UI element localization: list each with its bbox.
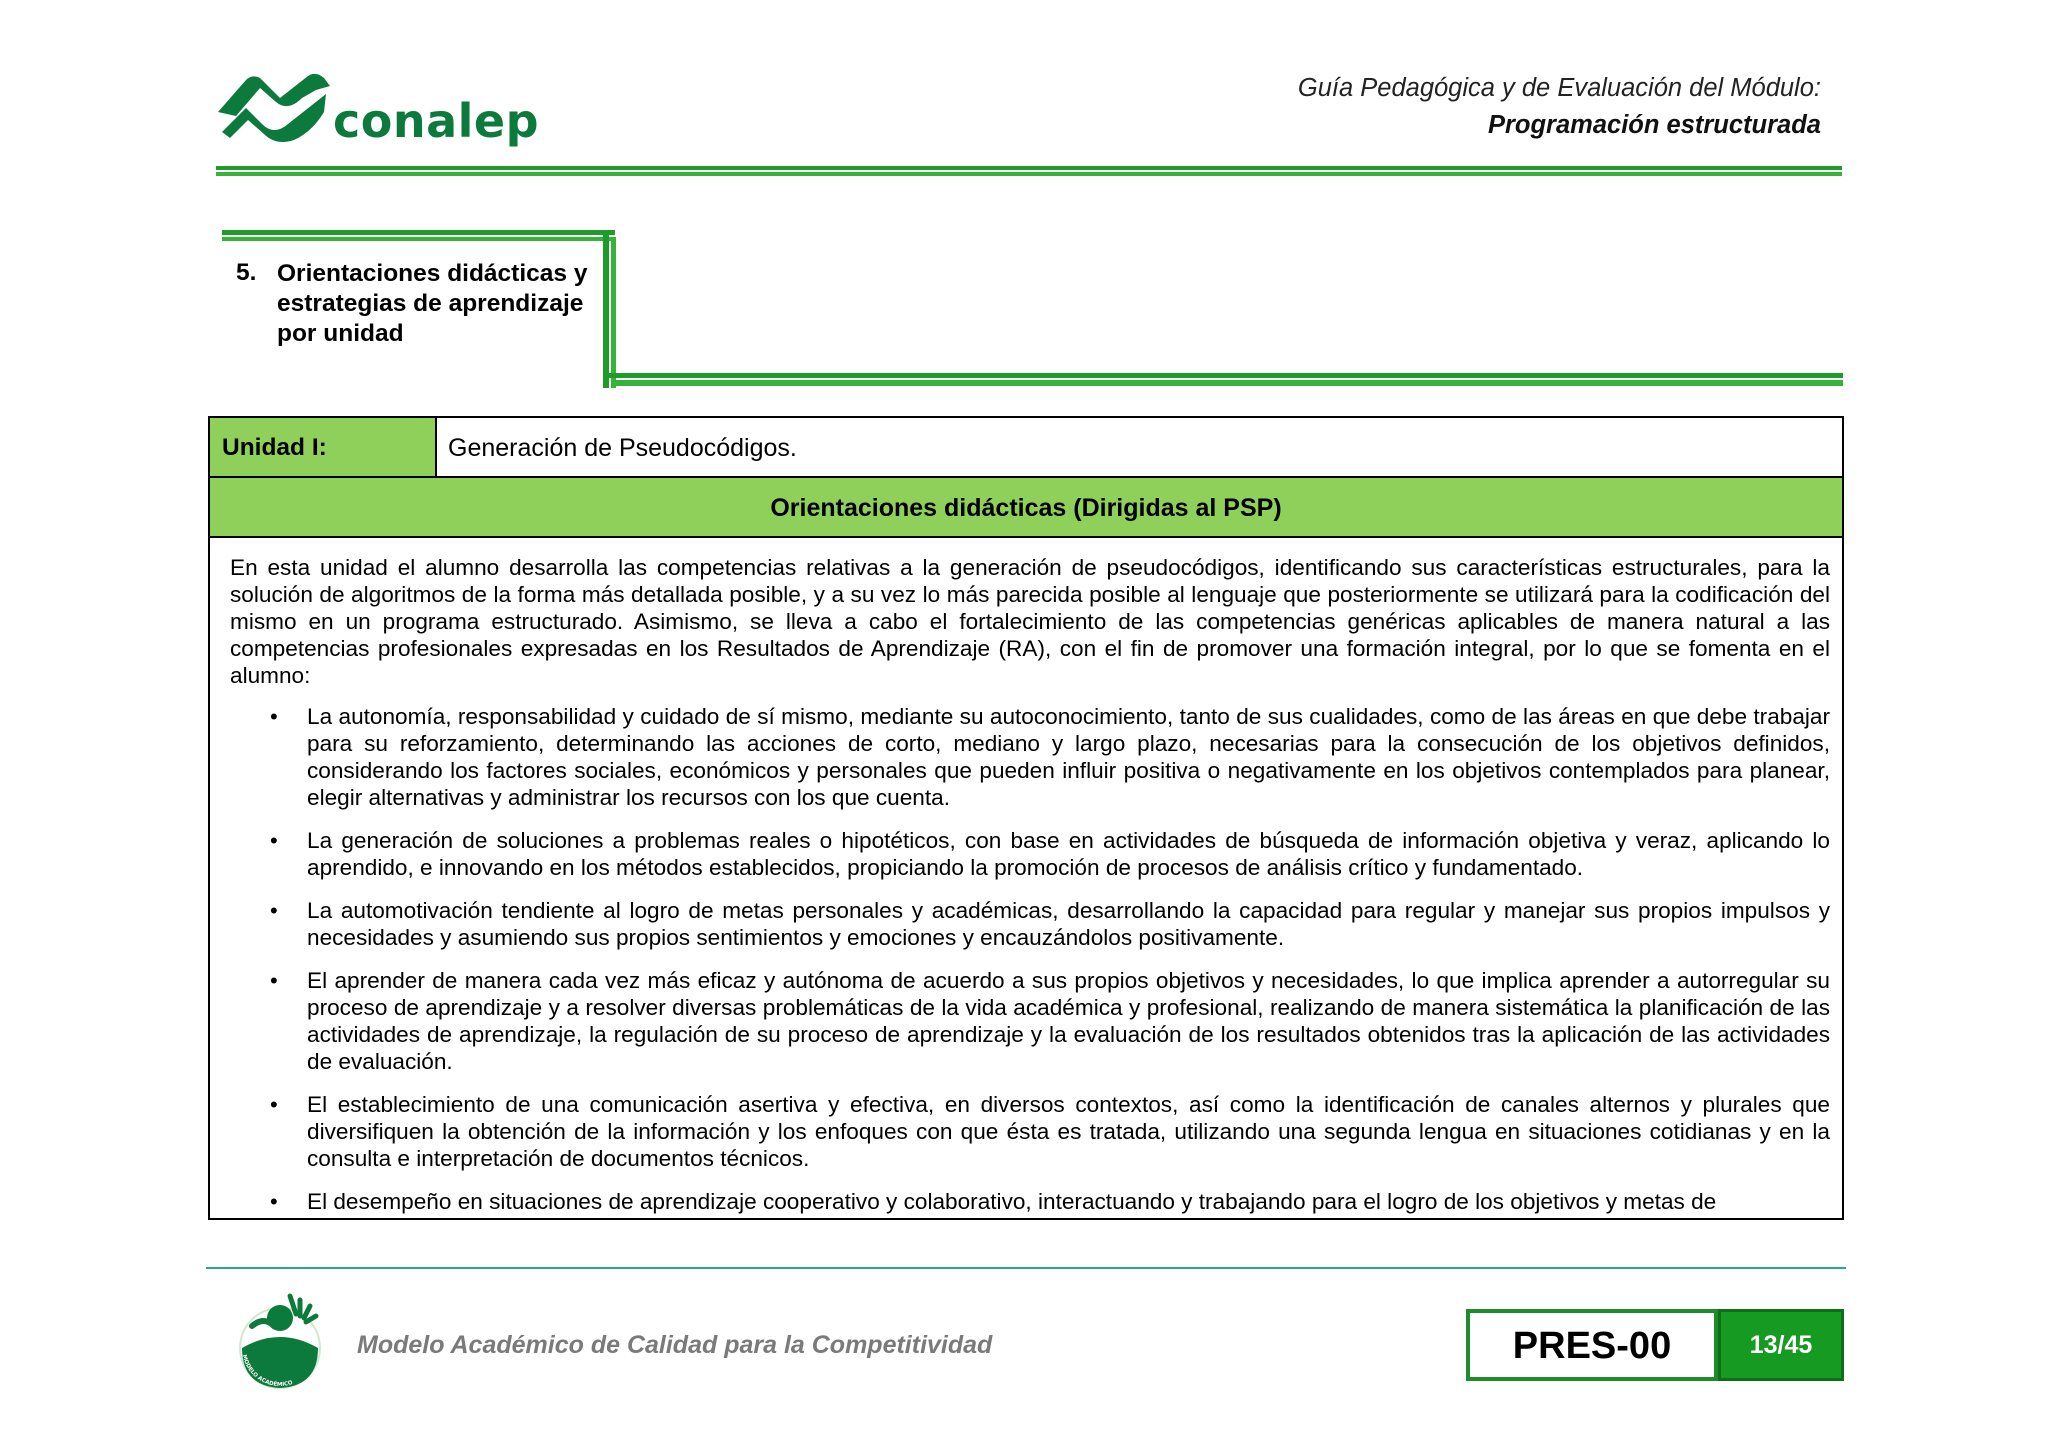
header-rule-accent — [216, 172, 1842, 176]
list-item-text: La generación de soluciones a problemas reales o hipotéticos, con base en actividades de búsqueda de información objetiva y veraz, aplicando lo aprendido, e innovando en los métodos establecidos, propiciando la promoción de procesos de análisis crítico y fundamentado. — [307, 828, 1830, 880]
guide-title: Guía Pedagógica y de Evaluación del Módulo: — [1297, 74, 1821, 102]
svg-text:MODELO ACADÉMICO: MODELO ACADÉMICO — [240, 1354, 294, 1389]
bullet-icon: • — [270, 898, 278, 923]
list-item-text: La autonomía, responsabilidad y cuidado de sí mismo, mediante su autoconocimiento, tanto de sus cualidades, como de las áreas en que debe trabajar para su reforzamiento, determinando las acciones de corto, mediano y largo plazo, necesarias para la consecución de los objetivos definidos, considerando los factores sociales, económicos y personales que pueden influir positiva o negativamente en los objetivos contemplados para planear, elegir alternativas y administrar los recursos con los que cuenta. — [307, 704, 1830, 810]
list-item — [230, 1188, 1830, 1215]
quality-model-seal-icon — [224, 1286, 334, 1396]
list-item — [230, 967, 1830, 1075]
intro-paragraph: En esta unidad el alumno desarrolla las competencias relativas a la generación de pseudocódigos, identificando sus características estructurales, para la solución de algoritmos de la forma más detallada posible, y a su vez lo más parecida posible al lenguaje que posteriormente se utilizará para la codificación del mismo en un programa estructurado. Asimismo, se lleva a cabo el fortalecimiento de las competencias genéricas aplicables de manera natural a las competencias profesionales expresadas en los Resultados de Aprendizaje (RA), con el fin de promover una formación integral, por lo que se fomenta en el alumno: — [230, 555, 1830, 688]
unit-label-cell — [210, 418, 437, 476]
list-item — [230, 703, 1830, 811]
section-frame-top — [222, 230, 615, 235]
conalep-logo — [216, 72, 540, 152]
list-item-text: El desempeño en situaciones de aprendizaje cooperativo y colaborativo, interactuando y trabajando para el logro de los objetivos y metas de — [307, 1189, 1717, 1214]
list-item-text: El aprender de manera cada vez más eficaz y autónoma de acuerdo a sus propios objetivos y necesidades, lo que implica aprender a autorregular su proceso de aprendizaje y a resolver diversas problemáticas de la vida académica y profesional, realizando de manera sistemática la planificación de las actividades de aprendizaje, la regulación de su proceso de aprendizaje y la evaluación de los resultados obtenidos tras la aplicación de las actividades de evaluación. — [307, 968, 1830, 1074]
unit-name: Generación de Pseudocódigos. — [448, 434, 797, 462]
competency-list — [230, 703, 1830, 1215]
list-item — [230, 897, 1830, 951]
unit-label: Unidad I: — [222, 434, 327, 461]
bullet-icon: • — [270, 1092, 278, 1117]
section-frame-top-accent — [222, 237, 615, 241]
footer-model-text: Modelo Académico de Calidad para la Competitividad — [357, 1331, 993, 1359]
section-frame-bottom-accent — [616, 380, 1843, 386]
section-number: 5. — [236, 259, 257, 286]
bullet-icon: • — [270, 828, 278, 853]
orientation-body — [210, 538, 1842, 1215]
conalep-emblem-icon — [216, 72, 331, 144]
bullet-icon: • — [270, 1189, 278, 1214]
list-item — [230, 827, 1830, 881]
page-number: 13/45 — [1749, 1331, 1813, 1359]
document-code: PRES-00 — [1512, 1325, 1672, 1367]
section-title: Orientaciones didácticas y estrategias de aprendizaje por unidad — [277, 260, 588, 347]
module-name: Programación estructurada — [1487, 111, 1821, 139]
section-frame-side — [603, 230, 609, 388]
document-code-box — [1466, 1309, 1718, 1381]
list-item-text: La automotivación tendiente al logro de metas personales y académicas, desarrollando la capacidad para regular y manejar sus propios impulsos y necesidades y asumiendo sus propios sentimientos y emociones y encauzándolos positivamente. — [307, 898, 1830, 950]
list-item-text: El establecimiento de una comunicación asertiva y efectiva, en diversos contextos, así como la identificación de canales alternos y plurales que diversifiquen la obtención de la información y los enfoques con que ésta es tratada, utilizando una segunda lengua en situaciones cotidianas y en la consulta e interpretación de documentos técnicos. — [307, 1092, 1830, 1171]
footer-rule — [206, 1267, 1846, 1269]
section-frame-bottom — [609, 373, 1843, 378]
unit-table — [208, 416, 1844, 1220]
bullet-icon: • — [270, 968, 278, 993]
unit-row — [210, 418, 1842, 478]
section-frame-side-accent — [611, 237, 616, 388]
bullet-icon: • — [270, 704, 278, 729]
page-number-box — [1718, 1309, 1844, 1381]
header-rule — [216, 166, 1842, 170]
document-header — [1298, 74, 1821, 140]
logo-wordmark: conalep — [333, 94, 540, 148]
list-item — [230, 1091, 1830, 1172]
orientation-heading: Orientaciones didácticas (Dirigidas al PSP) — [210, 478, 1842, 538]
